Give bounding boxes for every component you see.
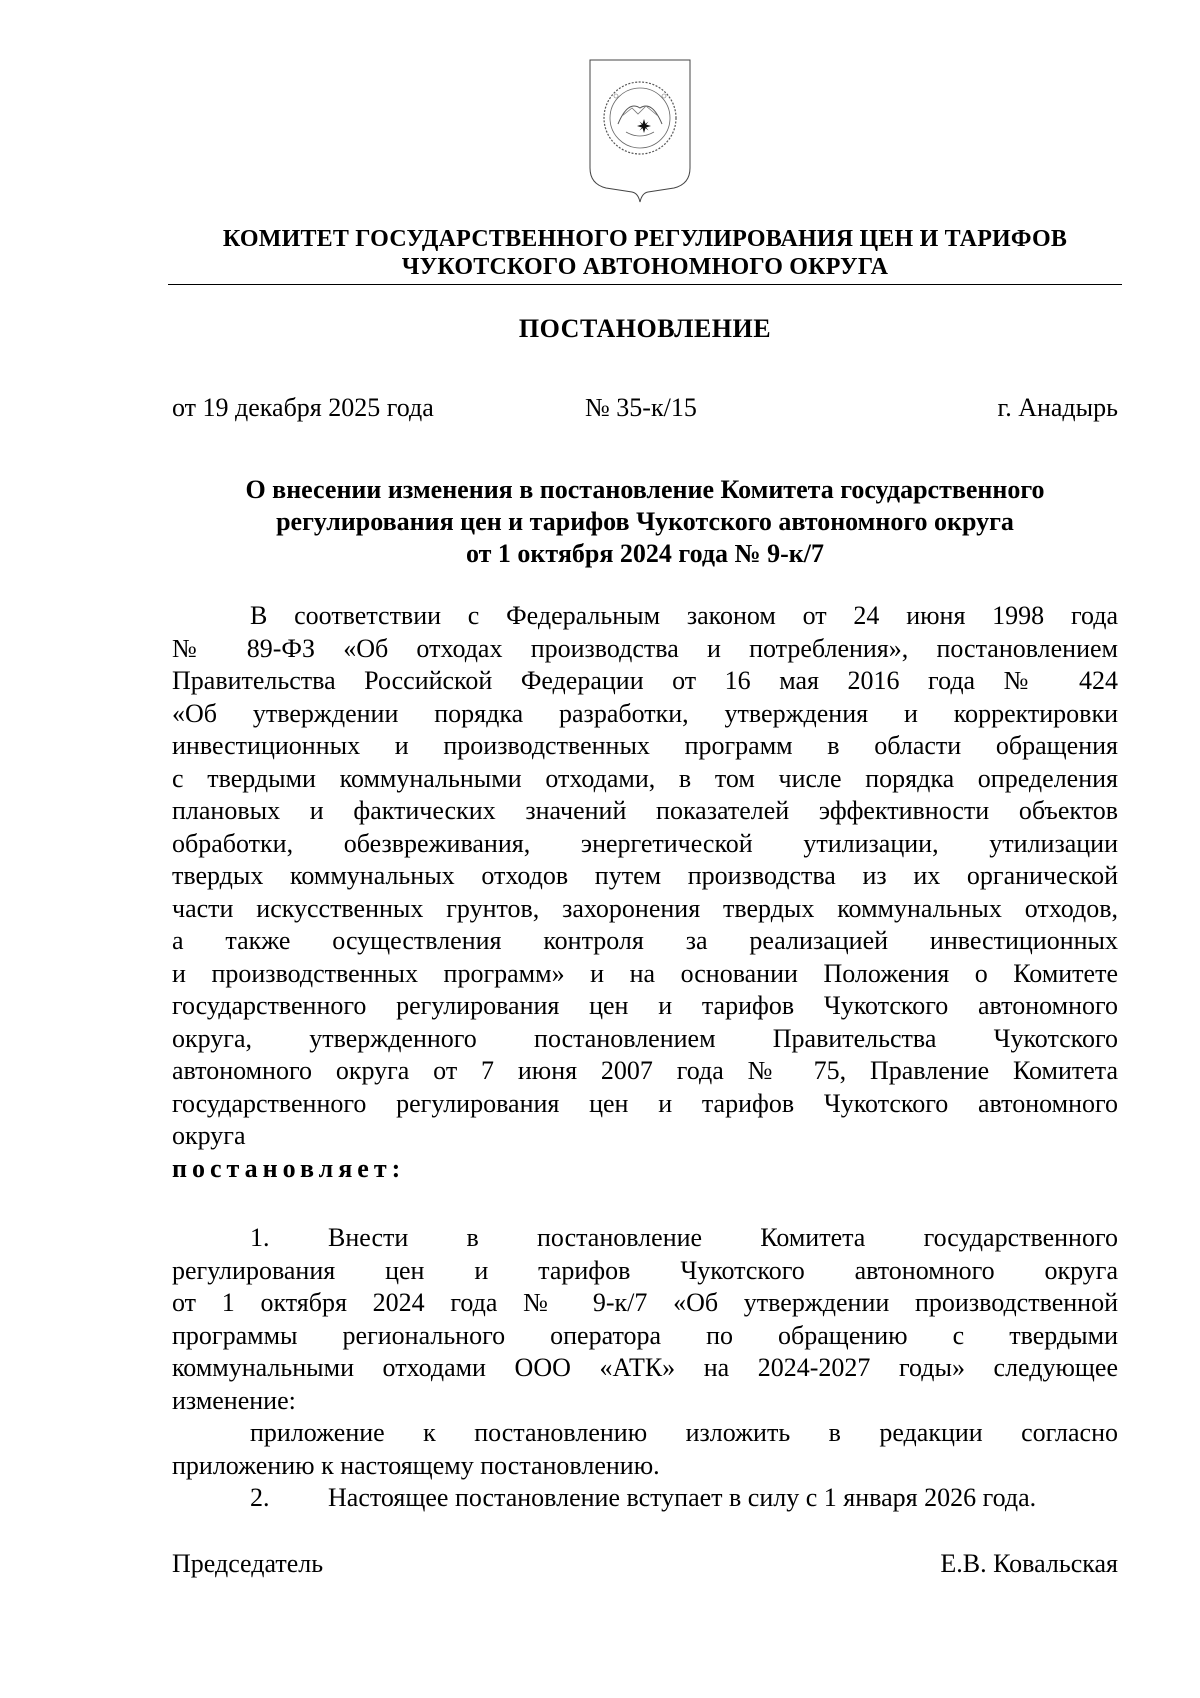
preamble-line: инвестиционных и производственных программ в области обращения xyxy=(172,731,1118,760)
document-number: № 35-к/15 xyxy=(585,393,697,422)
preamble-line: твердых коммунальных отходов путем производства из их органической xyxy=(172,861,1118,890)
preamble-line: обработки, обезвреживания, энергетической утилизации, утилизации xyxy=(172,828,1118,858)
item-1-line: от 1 октября 2024 года № 9-к/7 «Об утверждении производственной xyxy=(172,1288,1118,1317)
item-text: Внести в постановление Комитета государственного xyxy=(328,1223,1118,1252)
resolves-keyword: постановляет: xyxy=(172,1153,406,1183)
item-1-sub-line: приложение к постановлению изложить в редакции согласно xyxy=(250,1418,1118,1447)
preamble-line: части искусственных грунтов, захоронения твердых коммунальных отходов, xyxy=(172,893,1118,923)
preamble-line: округа, утвержденного постановлением Правительства Чукотского xyxy=(172,1023,1118,1053)
coat-of-arms-emblem xyxy=(586,56,694,206)
preamble-line: «Об утверждении порядка разработки, утверждения и корректировки xyxy=(172,698,1118,728)
item-number: 2. xyxy=(250,1483,270,1512)
item-number: 1. xyxy=(250,1223,270,1252)
item-1-line: регулирования цен и тарифов Чукотского автономного округа xyxy=(172,1255,1118,1285)
document-city: г. Анадырь xyxy=(997,393,1118,422)
resolution-items xyxy=(172,1222,1118,1515)
preamble-line: автономного округа от 7 июня 2007 года № 75, Правление Комитета xyxy=(172,1056,1118,1085)
committee-name-line-1: КОМИТЕТ ГОСУДАРСТВЕННОГО РЕГУЛИРОВАНИЯ ЦЕН И ТАРИФОВ xyxy=(222,226,1068,252)
committee-name-line-2: ЧУКОТСКОГО АВТОНОМНОГО ОКРУГА xyxy=(401,254,889,280)
item-1-sub-line: приложению к настоящему постановлению. xyxy=(172,1450,660,1480)
title-line: О внесении изменения в постановление Комитета государственного xyxy=(245,475,1045,504)
item-1-line: программы регионального оператора по обращению с твердыми xyxy=(172,1320,1118,1350)
document-date: от 19 декабря 2025 года xyxy=(172,393,434,422)
preamble-line: с твердыми коммунальными отходами, в том числе порядка определения xyxy=(172,763,1118,793)
preamble-line: плановых и фактических значений показателей эффективности объектов xyxy=(172,796,1118,825)
preamble-line: государственного регулирования цен и тарифов Чукотского автономного xyxy=(172,991,1118,1020)
item-text: Настоящее постановление вступает в силу с 1 января 2026 года. xyxy=(328,1483,1037,1512)
preamble-line: государственного регулирования цен и тарифов Чукотского автономного xyxy=(172,1088,1118,1118)
preamble-line: Правительства Российской Федерации от 16 мая 2016 года № 424 xyxy=(172,666,1118,695)
document-type: ПОСТАНОВЛЕНИЕ xyxy=(518,314,772,343)
item-1-line: изменение: xyxy=(172,1385,296,1415)
preamble xyxy=(172,600,1118,1185)
item-2 xyxy=(172,1482,1118,1515)
item-1-first-line xyxy=(172,1222,1118,1255)
preamble-line: а также осуществления контроля за реализацией инвестиционных xyxy=(172,926,1118,955)
preamble-line: № 89-ФЗ «Об отходах производства и потребления», постановлением xyxy=(172,633,1118,663)
signatory-position: Председатель xyxy=(172,1549,324,1578)
title-line: от 1 октября 2024 года № 9-к/7 xyxy=(466,539,824,568)
signatory-name: Е.В. Ковальская xyxy=(940,1549,1118,1578)
preamble-line: и производственных программ» и на основании Положения о Комитете xyxy=(172,958,1118,988)
header-divider xyxy=(168,284,1122,285)
preamble-line: округа xyxy=(172,1121,246,1150)
document-title xyxy=(168,474,1122,570)
title-line: регулирования цен и тарифов Чукотского автономного округа xyxy=(276,507,1014,536)
item-1-line: коммунальными отходами ООО «АТК» на 2024-2027 годы» следующее xyxy=(172,1353,1118,1382)
preamble-line: В соответствии с Федеральным законом от 24 июня 1998 года xyxy=(250,601,1118,630)
